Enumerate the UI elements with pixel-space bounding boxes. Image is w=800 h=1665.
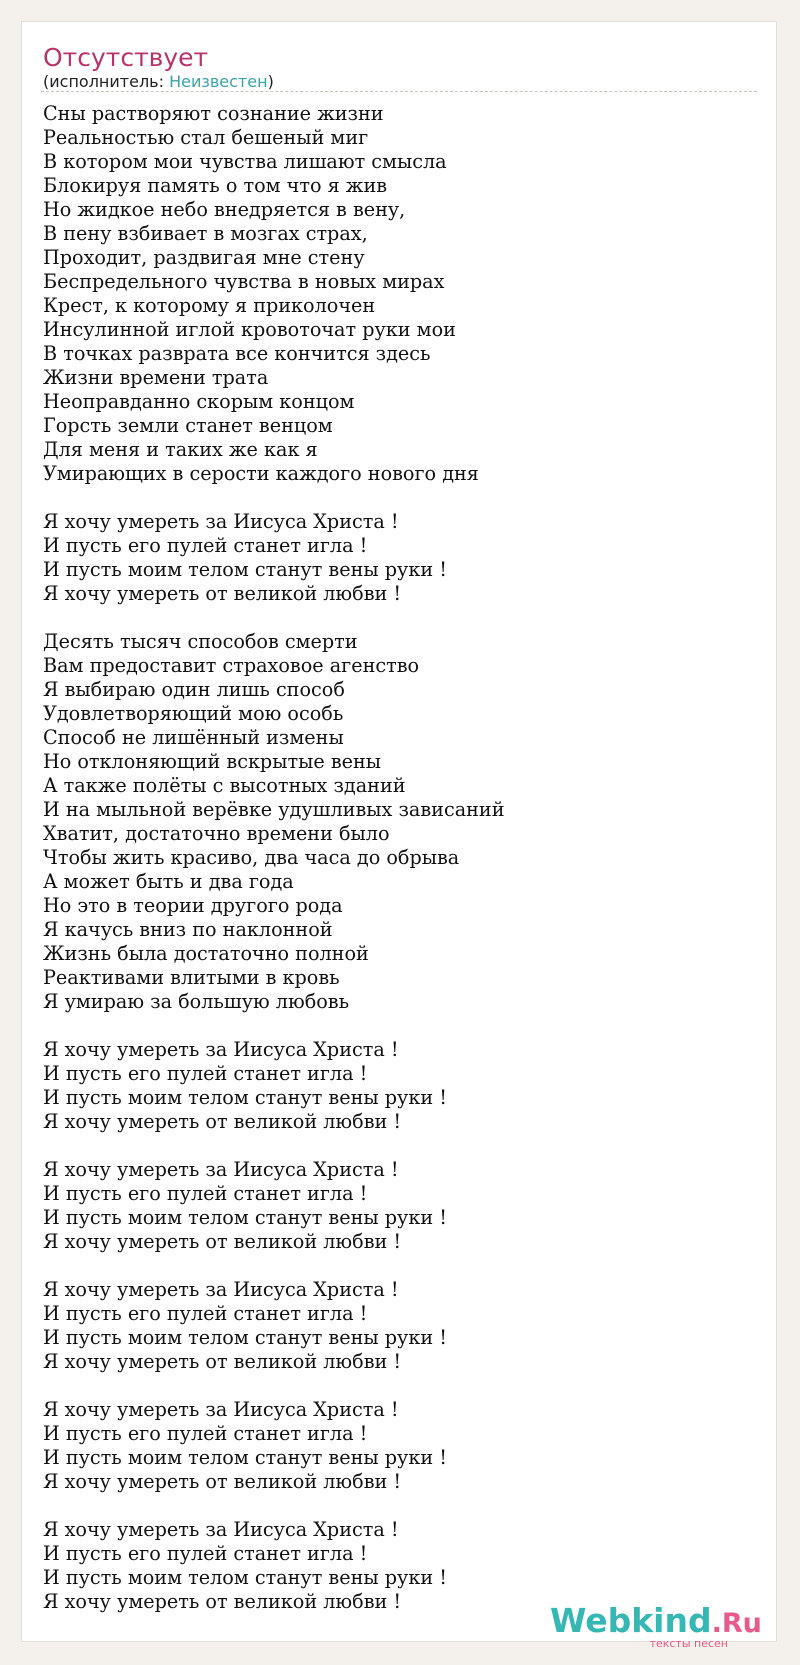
lyric-line: Неоправданно скорым концом xyxy=(43,390,355,413)
lyric-line: Но жидкое небо внедряется в вену, xyxy=(43,198,406,221)
lyric-line: И пусть его пулей станет игла ! xyxy=(43,534,368,557)
lyric-line: И пусть моим телом станут вены руки ! xyxy=(43,1446,447,1469)
lyric-line: Хватит, достаточно времени было xyxy=(43,822,390,845)
lyric-line: А также полёты с высотных зданий xyxy=(43,774,406,797)
lyric-line: И пусть его пулей станет игла ! xyxy=(43,1422,368,1445)
lyric-line: Я хочу умереть от великой любви ! xyxy=(43,1110,402,1133)
watermark-tagline: тексты песен xyxy=(649,1637,728,1650)
lyrics-stanza xyxy=(43,510,743,606)
lyric-line: И пусть его пулей станет игла ! xyxy=(43,1542,368,1565)
lyric-line: Но это в теории другого рода xyxy=(43,894,343,917)
lyric-line: И пусть моим телом станут вены руки ! xyxy=(43,1206,447,1229)
lyric-line: Жизни времени трата xyxy=(43,366,269,389)
lyric-line: Я хочу умереть за Иисуса Христа ! xyxy=(43,1158,399,1181)
lyric-line: Я хочу умереть за Иисуса Христа ! xyxy=(43,510,399,533)
lyric-line: Беспредельного чувства в новых мирах xyxy=(43,270,445,293)
lyric-line: Удовлетворяющий мою особь xyxy=(43,702,344,725)
lyric-line: И пусть его пулей станет игла ! xyxy=(43,1062,368,1085)
lyric-line: Реальностью стал бешеный миг xyxy=(43,126,369,149)
lyric-line: Реактивами влитыми в кровь xyxy=(43,966,340,989)
lyric-line: Вам предоставит страховое агенство xyxy=(43,654,420,677)
artist-suffix: ) xyxy=(267,72,274,91)
lyric-line: Я хочу умереть от великой любви ! xyxy=(43,1470,402,1493)
lyric-line: Я умираю за большую любовь xyxy=(43,990,350,1013)
lyric-line: Для меня и таких же как я xyxy=(43,438,318,461)
lyric-line: Блокируя память о том что я жив xyxy=(43,174,388,197)
lyric-line: А может быть и два года xyxy=(43,870,294,893)
lyric-line: В точках разврата все кончится здесь xyxy=(43,342,431,365)
lyrics-stanza xyxy=(43,1398,743,1494)
lyric-line: Проходит, раздвигая мне стену xyxy=(43,246,365,269)
lyric-line: Десять тысяч способов смерти xyxy=(43,630,358,653)
lyrics-stanza xyxy=(43,1518,743,1614)
lyrics-stanza xyxy=(43,630,743,1014)
lyric-line: В котором мои чувства лишают смысла xyxy=(43,150,447,173)
lyric-line: Я качусь вниз по наклонной xyxy=(43,918,333,941)
lyric-line: Я хочу умереть от великой любви ! xyxy=(43,1350,402,1373)
lyric-line: И пусть его пулей станет игла ! xyxy=(43,1302,368,1325)
title-divider xyxy=(41,91,757,92)
lyric-line: И пусть его пулей станет игла ! xyxy=(43,1182,368,1205)
lyric-line: И пусть моим телом станут вены руки ! xyxy=(43,1086,447,1109)
lyric-line: Я выбираю один лишь способ xyxy=(43,678,345,701)
lyric-line: И пусть моим телом станут вены руки ! xyxy=(43,1326,447,1349)
watermark-tld: .Ru xyxy=(711,1608,762,1639)
lyrics-stanza xyxy=(43,1038,743,1134)
lyric-line: Умирающих в серости каждого нового дня xyxy=(43,462,479,485)
artist-line xyxy=(43,72,274,92)
site-watermark xyxy=(550,1601,762,1653)
lyrics-stanza xyxy=(43,1278,743,1374)
lyric-line: Я хочу умереть от великой любви ! xyxy=(43,582,402,605)
lyric-line: Горсть земли станет венцом xyxy=(43,414,333,437)
lyrics-stanza xyxy=(43,102,743,486)
lyric-line: Крест, к которому я приколочен xyxy=(43,294,376,317)
lyric-line: Я хочу умереть за Иисуса Христа ! xyxy=(43,1278,399,1301)
lyric-line: И на мыльной верёвке удушливых зависаний xyxy=(43,798,505,821)
lyric-line: Я хочу умереть от великой любви ! xyxy=(43,1590,402,1613)
lyric-line: Жизнь была достаточно полной xyxy=(43,942,369,965)
song-title: Отсутствует xyxy=(43,43,209,72)
lyric-line: В пену взбивает в мозгах страх, xyxy=(43,222,368,245)
lyric-line: Сны растворяют сознание жизни xyxy=(43,102,384,125)
lyric-line: Я хочу умереть за Иисуса Христа ! xyxy=(43,1398,399,1421)
lyric-line: Чтобы жить красиво, два часа до обрыва xyxy=(43,846,460,869)
lyric-line: Способ не лишённый измены xyxy=(43,726,344,749)
watermark-brand: Webkind xyxy=(550,1601,712,1640)
lyrics-stanza xyxy=(43,1158,743,1254)
artist-prefix: (исполнитель: xyxy=(43,72,170,91)
lyrics-card xyxy=(21,21,777,1650)
lyric-line: Я хочу умереть за Иисуса Христа ! xyxy=(43,1518,399,1541)
lyric-line: Но отклоняющий вскрытые вены xyxy=(43,750,382,773)
lyric-line: Инсулинной иглой кровоточат руки мои xyxy=(43,318,456,341)
lyric-line: Я хочу умереть за Иисуса Христа ! xyxy=(43,1038,399,1061)
lyrics-body xyxy=(43,102,743,1638)
lyric-line: Я хочу умереть от великой любви ! xyxy=(43,1230,402,1253)
artist-link[interactable]: Неизвестен xyxy=(169,72,268,91)
lyric-line: И пусть моим телом станут вены руки ! xyxy=(43,1566,447,1589)
lyric-line: И пусть моим телом станут вены руки ! xyxy=(43,558,447,581)
